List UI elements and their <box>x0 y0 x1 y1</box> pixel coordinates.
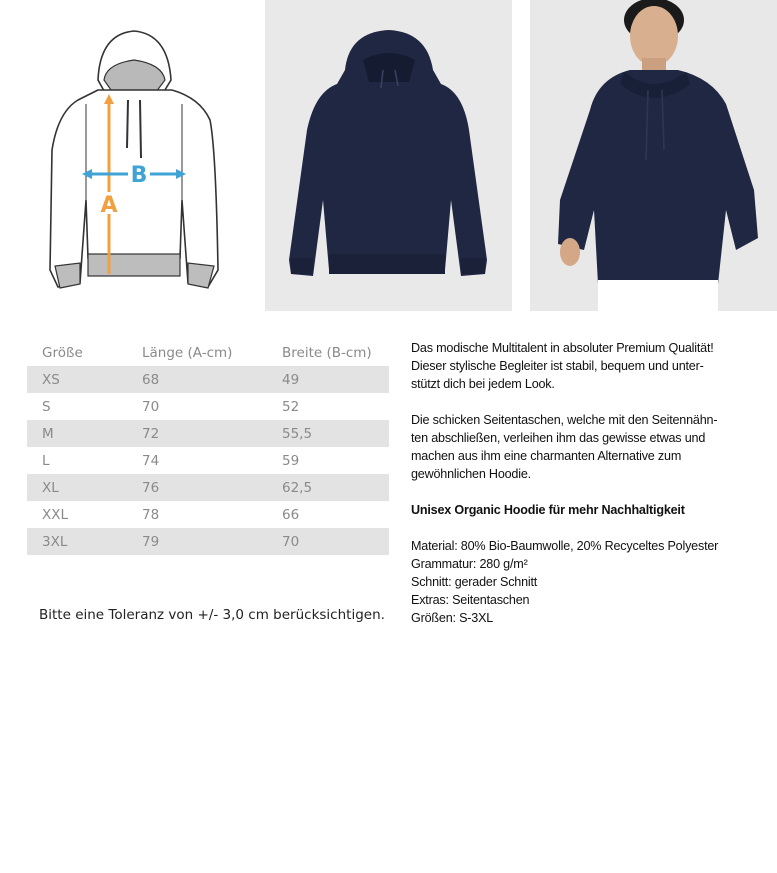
model-wearing-hoodie-image <box>530 0 777 311</box>
table-row <box>27 420 389 447</box>
size-cell: 3XL <box>42 533 68 550</box>
product-description <box>411 339 741 627</box>
size-cell: XS <box>42 371 60 388</box>
spec-weight: Grammatur: 280 g/m² <box>411 557 528 571</box>
size-table <box>27 340 389 555</box>
header-length: Länge (A-cm) <box>142 345 233 361</box>
length-cell: 74 <box>142 452 160 469</box>
description-line: Dieser stylische Begleiter ist stabil, bequem und unter- <box>411 359 704 373</box>
length-cell: 76 <box>142 479 160 496</box>
length-cell: 72 <box>142 425 160 442</box>
length-cell: 68 <box>142 371 160 388</box>
description-line: Das modische Multitalent in absoluter Premium Qualität! <box>411 341 714 355</box>
size-cell: L <box>42 452 50 469</box>
description-line: gewöhnlichen Hoodie. <box>411 467 531 481</box>
size-cell: M <box>42 425 54 442</box>
tolerance-note: Bitte eine Toleranz von +/- 3,0 cm berücksichtigen. <box>39 607 385 623</box>
description-line: Die schicken Seitentaschen, welche mit den Seitennähn- <box>411 413 718 427</box>
table-row <box>27 528 389 555</box>
spec-sizes: Größen: S-3XL <box>411 611 494 625</box>
measure-a-label: A <box>100 193 118 218</box>
size-cell: S <box>42 398 51 415</box>
table-row <box>27 474 389 501</box>
table-row <box>27 366 389 393</box>
product-headline: Unisex Organic Hoodie für mehr Nachhaltigkeit <box>411 503 685 517</box>
table-row <box>27 447 389 474</box>
measure-b-label: B <box>130 163 148 188</box>
model-photo <box>530 0 777 311</box>
description-line: stützt dich bei jedem Look. <box>411 377 555 391</box>
width-cell: 66 <box>282 506 300 523</box>
header-size: Größe <box>42 345 83 361</box>
table-row <box>27 501 389 528</box>
hoodie-product-image <box>265 0 512 311</box>
size-diagram <box>0 0 262 311</box>
table-row <box>27 393 389 420</box>
description-line: ten abschließen, verleihen ihm das gewisse etwas und <box>411 431 706 445</box>
description-line: machen aus ihm eine charmanten Alternative zum <box>411 449 682 463</box>
width-cell: 49 <box>282 371 300 388</box>
spec-extras: Extras: Seitentaschen <box>411 593 530 607</box>
width-cell: 52 <box>282 398 300 415</box>
width-cell: 59 <box>282 452 300 469</box>
length-cell: 70 <box>142 398 160 415</box>
product-photo <box>265 0 512 311</box>
width-cell: 62,5 <box>282 479 313 496</box>
length-cell: 79 <box>142 533 160 550</box>
size-table-header <box>27 340 389 366</box>
size-cell: XL <box>42 479 59 496</box>
length-cell: 78 <box>142 506 160 523</box>
size-cell: XXL <box>42 506 69 523</box>
header-width: Breite (B-cm) <box>282 345 372 361</box>
hoodie-outline-diagram <box>0 0 262 311</box>
width-cell: 55,5 <box>282 425 313 442</box>
spec-cut: Schnitt: gerader Schnitt <box>411 575 538 589</box>
spec-material: Material: 80% Bio-Baumwolle, 20% Recyceltes Polyester <box>411 539 719 553</box>
width-cell: 70 <box>282 533 300 550</box>
